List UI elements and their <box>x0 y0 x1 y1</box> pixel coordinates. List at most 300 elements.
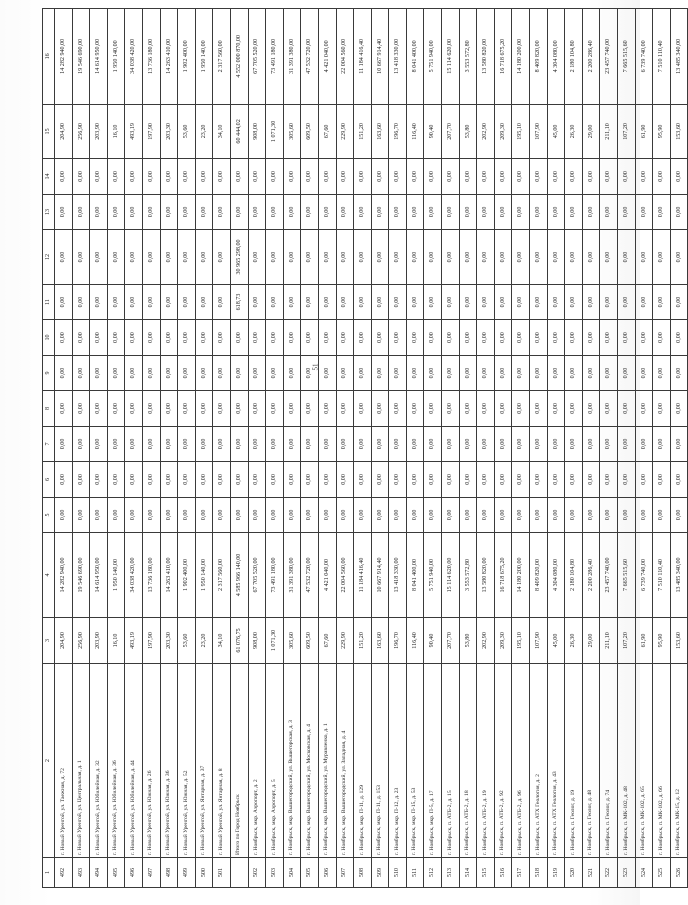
table-cell: 0,00 <box>565 391 583 426</box>
table-cell: 0,00 <box>178 230 196 285</box>
table-cell: 0,00 <box>512 194 530 229</box>
table-cell: 0,00 <box>600 462 618 497</box>
table-cell: 520 <box>565 857 583 887</box>
address-cell: г. Ноябрьск, мкр. Вышегородский, ул. Муравленко, д. 1 <box>318 664 336 858</box>
table-cell: 0,00 <box>406 320 424 355</box>
table-cell: 53,80 <box>459 617 477 663</box>
table-cell: 0,00 <box>195 320 213 355</box>
column-header: 2 <box>43 664 55 858</box>
table-cell: 0,00 <box>55 159 73 194</box>
address-cell: г. Новый Уренгой, ул. Таежная, д. 72 <box>55 664 73 858</box>
table-cell: 0,00 <box>195 497 213 532</box>
table-cell: 0,00 <box>213 159 231 194</box>
address-cell: г. Ноябрьск, мкр. П-12, д. 23 <box>389 664 407 858</box>
table-cell: 0,00 <box>389 284 407 319</box>
table-cell: 0,00 <box>477 320 495 355</box>
column-header: 15 <box>43 104 55 159</box>
table-row <box>336 9 354 888</box>
table-cell: 202,90 <box>477 104 495 159</box>
table-cell: 0,00 <box>442 426 460 461</box>
table-cell: 0,00 <box>424 391 442 426</box>
table-cell: 0,00 <box>354 497 372 532</box>
table-cell: 0,00 <box>72 355 90 390</box>
table-cell: 0,00 <box>635 194 653 229</box>
address-cell: г. Ноябрьск, п. МК-102, д. 65 <box>635 664 653 858</box>
table-row <box>670 9 688 888</box>
table-cell: 0,00 <box>125 462 143 497</box>
table-cell: 0,00 <box>107 391 125 426</box>
table-cell: 0,00 <box>213 355 231 390</box>
table-cell: 26,30 <box>565 104 583 159</box>
table-cell: 513 <box>442 857 460 887</box>
table-cell: 0,00 <box>442 391 460 426</box>
table-cell: 47 532 720,00 <box>301 533 319 618</box>
table-cell: 0,00 <box>125 194 143 229</box>
table-cell: 0,00 <box>477 497 495 532</box>
address-cell: г. Ноябрьск, п. МК-15, д. 12 <box>670 664 688 858</box>
table-cell: 305,60 <box>283 617 301 663</box>
table-cell: 0,00 <box>283 320 301 355</box>
table-cell: 0,00 <box>424 355 442 390</box>
table-cell: 4 585 966 140,00 <box>230 533 248 618</box>
table-cell: 3 553 572,80 <box>459 9 477 105</box>
rotated-table-wrapper <box>42 8 682 888</box>
table-cell: 31 391 380,00 <box>283 9 301 105</box>
table-cell: 0,00 <box>248 497 266 532</box>
table-cell: 0,00 <box>670 497 688 532</box>
data-table <box>42 8 688 888</box>
table-cell: 14 180 200,00 <box>512 533 530 618</box>
table-cell: 4 304 080,00 <box>547 9 565 105</box>
table-cell: 26,30 <box>565 617 583 663</box>
table-cell: 0,00 <box>512 230 530 285</box>
table-row <box>142 9 160 888</box>
table-cell: 23 457 740,00 <box>600 9 618 105</box>
table-cell: 8 041 400,00 <box>406 533 424 618</box>
table-cell: 16 718 675,20 <box>494 533 512 618</box>
table-cell: 517 <box>512 857 530 887</box>
table-cell: 512 <box>424 857 442 887</box>
table-cell: 0,00 <box>213 320 231 355</box>
address-cell: г. Ноябрьск, мкр. Аэропорт, д. 2 <box>248 664 266 858</box>
table-row <box>371 9 389 888</box>
table-cell: 0,00 <box>512 355 530 390</box>
table-cell: 0,00 <box>107 355 125 390</box>
table-cell: 0,00 <box>406 230 424 285</box>
table-cell: 0,00 <box>582 355 600 390</box>
table-cell: 0,00 <box>195 391 213 426</box>
table-cell: 0,00 <box>354 230 372 285</box>
table-cell: 204,90 <box>55 104 73 159</box>
table-cell: 0,00 <box>389 230 407 285</box>
table-cell: 511 <box>406 857 424 887</box>
table-cell: 0,00 <box>600 497 618 532</box>
table-cell: 0,00 <box>635 426 653 461</box>
table-cell: 0,00 <box>530 355 548 390</box>
table-cell: 0,00 <box>248 320 266 355</box>
table-cell: 4 304 080,00 <box>547 533 565 618</box>
table-cell: 0,00 <box>477 230 495 285</box>
table-cell: 0,00 <box>301 230 319 285</box>
table-cell: 0,00 <box>547 497 565 532</box>
table-cell: 61,90 <box>635 104 653 159</box>
table-cell: 0,00 <box>530 194 548 229</box>
table-cell: 47 532 720,00 <box>301 9 319 105</box>
table-cell: 0,00 <box>442 355 460 390</box>
table-cell: 0,00 <box>230 391 248 426</box>
table-cell: 229,90 <box>336 104 354 159</box>
table-cell: 0,00 <box>301 159 319 194</box>
table-cell: 0,00 <box>125 230 143 285</box>
table-cell: 0,00 <box>371 355 389 390</box>
table-cell: 0,00 <box>266 284 284 319</box>
table-cell: 1 950 140,00 <box>107 533 125 618</box>
table-cell: 0,00 <box>107 497 125 532</box>
table-cell: 504 <box>283 857 301 887</box>
table-cell: 0,00 <box>160 355 178 390</box>
table-cell: 0,00 <box>354 194 372 229</box>
table-cell: 0,00 <box>442 462 460 497</box>
table-cell: 14 180 200,00 <box>512 9 530 105</box>
table-cell: 0,00 <box>618 497 636 532</box>
table-cell: 0,00 <box>336 284 354 319</box>
table-cell: 0,00 <box>266 462 284 497</box>
table-cell: 0,00 <box>55 391 73 426</box>
table-cell: 524 <box>635 857 653 887</box>
table-cell: 523 <box>618 857 636 887</box>
table-row <box>90 9 108 888</box>
table-cell: 0,00 <box>494 284 512 319</box>
table-cell: 0,00 <box>459 462 477 497</box>
table-cell: 0,00 <box>160 320 178 355</box>
table-cell: 203,90 <box>90 617 108 663</box>
table-cell: 516 <box>494 857 512 887</box>
table-cell: 0,00 <box>618 284 636 319</box>
table-cell: 0,00 <box>512 391 530 426</box>
table-cell: 0,00 <box>477 391 495 426</box>
table-cell: 0,00 <box>107 284 125 319</box>
address-cell: г. Ноябрьск, мкр. П-11, д. 153 <box>371 664 389 858</box>
table-cell: 0,00 <box>582 497 600 532</box>
table-cell: 0,00 <box>301 497 319 532</box>
table-cell: 0,00 <box>213 284 231 319</box>
table-cell: 34 038 420,00 <box>125 9 143 105</box>
table-cell: 0,00 <box>494 194 512 229</box>
column-header: 5 <box>43 497 55 532</box>
table-cell: 0,00 <box>670 194 688 229</box>
column-header: 1 <box>43 857 55 887</box>
address-cell: г. Ноябрьск, п. Геолог, д. 74 <box>600 664 618 858</box>
table-cell: 0,00 <box>283 230 301 285</box>
table-cell: 0,00 <box>248 426 266 461</box>
column-header: 11 <box>43 284 55 319</box>
table-cell: 0,00 <box>371 230 389 285</box>
table-cell: 0,00 <box>406 391 424 426</box>
column-header: 9 <box>43 355 55 390</box>
table-cell: 0,00 <box>318 391 336 426</box>
table-cell: 526 <box>670 857 688 887</box>
table-cell: 0,00 <box>336 391 354 426</box>
table-cell: 496 <box>125 857 143 887</box>
table-cell: 495 <box>107 857 125 887</box>
table-cell: 10 667 914,40 <box>371 533 389 618</box>
address-cell: г. Новый Уренгой, ул. Янтарная, д. 37 <box>195 664 213 858</box>
table-cell: 0,00 <box>600 320 618 355</box>
table-cell: 14 282 940,00 <box>55 9 73 105</box>
table-cell: 0,00 <box>406 497 424 532</box>
table-cell: 609,50 <box>301 104 319 159</box>
column-header: 10 <box>43 320 55 355</box>
table-cell: 2 200 286,40 <box>582 9 600 105</box>
table-cell: 13 418 330,00 <box>389 9 407 105</box>
table-cell: 0,00 <box>318 426 336 461</box>
table-cell: 0,00 <box>142 320 160 355</box>
table-cell: 0,00 <box>406 426 424 461</box>
address-cell: г. Ноябрьск, п. АТБ-2, д. 19 <box>477 664 495 858</box>
table-cell: 493,19 <box>125 104 143 159</box>
table-cell: 23,20 <box>195 104 213 159</box>
table-cell: 53,60 <box>178 104 196 159</box>
table-cell: 0,00 <box>336 159 354 194</box>
table-cell: 0,00 <box>213 194 231 229</box>
table-cell: 0,00 <box>389 497 407 532</box>
table-cell: 0,00 <box>406 355 424 390</box>
table-cell: 0,00 <box>600 426 618 461</box>
table-cell: 0,00 <box>90 159 108 194</box>
table-row <box>107 9 125 888</box>
table-cell: 0,00 <box>547 320 565 355</box>
table-cell: 0,00 <box>55 355 73 390</box>
table-cell: 202,90 <box>477 617 495 663</box>
table-cell: 8 409 820,00 <box>530 533 548 618</box>
table-cell: 0,00 <box>477 194 495 229</box>
table-cell: 0,00 <box>354 355 372 390</box>
table-cell: 7 510 110,40 <box>653 533 671 618</box>
table-cell: 0,00 <box>424 497 442 532</box>
table-cell: 0,00 <box>142 391 160 426</box>
table-cell: 0,00 <box>142 284 160 319</box>
table-cell: 0,00 <box>670 426 688 461</box>
table-cell: 618,73 <box>230 284 248 319</box>
table-cell: 95,90 <box>653 617 671 663</box>
table-cell: 0,00 <box>389 355 407 390</box>
table-row <box>424 9 442 888</box>
table-cell: 0,00 <box>670 230 688 285</box>
table-cell: 2 200 286,40 <box>582 533 600 618</box>
table-cell: 501 <box>213 857 231 887</box>
table-cell: 0,00 <box>635 320 653 355</box>
table-row <box>653 9 671 888</box>
table-cell: 0,00 <box>266 426 284 461</box>
table-cell: 7 665 515,60 <box>618 533 636 618</box>
table-cell: 211,10 <box>600 617 618 663</box>
address-cell: г. Ноябрьск, п. АТБ-2, д. 92 <box>494 664 512 858</box>
table-cell: 0,00 <box>125 426 143 461</box>
table-cell: 493,19 <box>125 617 143 663</box>
table-cell: 116,40 <box>406 104 424 159</box>
table-cell: 0,00 <box>582 426 600 461</box>
table-total-row <box>230 9 248 888</box>
address-cell: г. Ноябрьск, мкр. Вышегородский, ул. Московская, д. 4 <box>301 664 319 858</box>
table-cell: 0,00 <box>142 230 160 285</box>
table-cell: 0,00 <box>230 355 248 390</box>
table-cell: 0,00 <box>107 462 125 497</box>
table-cell: 0,00 <box>565 426 583 461</box>
table-cell: 0,00 <box>301 320 319 355</box>
table-cell: 0,00 <box>142 462 160 497</box>
table-cell: 0,00 <box>670 462 688 497</box>
table-cell: 0,00 <box>494 355 512 390</box>
table-cell: 0,00 <box>653 159 671 194</box>
table-cell: 203,90 <box>90 104 108 159</box>
table-cell: 207,70 <box>442 617 460 663</box>
table-cell: 29,00 <box>582 617 600 663</box>
table-cell: 13 736 180,00 <box>142 533 160 618</box>
table-cell: 0,00 <box>494 391 512 426</box>
table-cell: 23 457 740,00 <box>600 533 618 618</box>
address-cell: г. Новый Уренгой, ул. Юбилейная, д. 36 <box>107 664 125 858</box>
table-cell: 0,00 <box>283 391 301 426</box>
table-cell: 0,00 <box>72 284 90 319</box>
address-cell: г. Ноябрьск, мкр. Вышегородский, ул. Западная, д. 4 <box>336 664 354 858</box>
table-cell: 0,00 <box>178 426 196 461</box>
table-cell: 0,00 <box>283 497 301 532</box>
table-cell: 73 491 180,00 <box>266 533 284 618</box>
table-cell: 19 546 690,00 <box>72 9 90 105</box>
table-cell: 0,00 <box>600 391 618 426</box>
column-header: 7 <box>43 426 55 461</box>
table-cell: 0,00 <box>160 391 178 426</box>
table-cell: 16 718 675,20 <box>494 9 512 105</box>
table-cell: 0,00 <box>371 462 389 497</box>
table-cell: 0,00 <box>530 426 548 461</box>
table-cell: 0,00 <box>230 426 248 461</box>
table-cell: 13 418 330,00 <box>389 533 407 618</box>
table-cell: 0,00 <box>266 355 284 390</box>
table-cell: 34 038 420,00 <box>125 533 143 618</box>
table-header-row <box>43 9 55 888</box>
table-cell: 522 <box>600 857 618 887</box>
table-cell: 0,00 <box>90 391 108 426</box>
table-cell: 510 <box>389 857 407 887</box>
table-cell: 61,90 <box>635 617 653 663</box>
table-cell: 0,00 <box>266 194 284 229</box>
table-row <box>512 9 530 888</box>
table-cell: 0,00 <box>178 391 196 426</box>
table-cell: 14 263 410,00 <box>160 9 178 105</box>
table-cell: 0,00 <box>512 497 530 532</box>
table-cell: 0,00 <box>318 355 336 390</box>
table-cell: 0,00 <box>371 284 389 319</box>
table-body <box>55 9 688 888</box>
address-cell: г. Ноябрьск, п. АТХ Геология, д. 43 <box>547 664 565 858</box>
table-cell: 0,00 <box>283 284 301 319</box>
table-cell: 0,00 <box>72 230 90 285</box>
table-row <box>547 9 565 888</box>
table-cell: 0,00 <box>494 426 512 461</box>
table-cell: 53,80 <box>459 104 477 159</box>
table-cell: 499 <box>178 857 196 887</box>
table-cell: 0,00 <box>582 462 600 497</box>
table-cell: 0,00 <box>635 462 653 497</box>
table-row <box>283 9 301 888</box>
table-cell: 0,00 <box>512 159 530 194</box>
table-cell: 153,60 <box>670 617 688 663</box>
table-cell: 0,00 <box>424 320 442 355</box>
table-cell: 0,00 <box>459 159 477 194</box>
table-cell: 0,00 <box>90 194 108 229</box>
table-cell: 0,00 <box>442 320 460 355</box>
table-cell: 0,00 <box>301 462 319 497</box>
table-cell: 0,00 <box>142 355 160 390</box>
table-cell: 15 114 620,00 <box>442 9 460 105</box>
table-cell: 0,00 <box>582 230 600 285</box>
column-header: 13 <box>43 194 55 229</box>
table-cell: 0,00 <box>618 426 636 461</box>
table-cell: 0,00 <box>618 194 636 229</box>
table-cell: 0,00 <box>600 230 618 285</box>
table-cell: 0,00 <box>459 284 477 319</box>
table-row <box>55 9 73 888</box>
table-row <box>406 9 424 888</box>
table-cell: 0,00 <box>494 320 512 355</box>
table-cell: 0,00 <box>406 159 424 194</box>
table-cell: 0,00 <box>125 320 143 355</box>
table-cell: 0,00 <box>371 159 389 194</box>
table-cell: 0,00 <box>336 194 354 229</box>
table-cell: 195,10 <box>512 617 530 663</box>
table-cell: 0,00 <box>107 320 125 355</box>
address-cell: г. Ноябрьск, мкр. П-11, д. 129 <box>354 664 372 858</box>
table-row <box>459 9 477 888</box>
table-row <box>494 9 512 888</box>
table-cell: 492 <box>55 857 73 887</box>
table-cell: 0,00 <box>90 497 108 532</box>
table-cell: 0,00 <box>477 426 495 461</box>
table-row <box>389 9 407 888</box>
table-cell: 0,00 <box>178 320 196 355</box>
column-header: 14 <box>43 159 55 194</box>
table-cell: 0,00 <box>653 462 671 497</box>
table-cell: 0,00 <box>459 497 477 532</box>
table-cell: 0,00 <box>283 426 301 461</box>
table-row <box>213 9 231 888</box>
table-cell: 0,00 <box>653 230 671 285</box>
address-cell: г. Ноябрьск, мкр. П-15, д. 53 <box>406 664 424 858</box>
table-row <box>248 9 266 888</box>
table-cell: 0,00 <box>125 159 143 194</box>
table-cell: 0,00 <box>530 320 548 355</box>
table-cell: 0,00 <box>248 284 266 319</box>
table-cell: 0,00 <box>371 194 389 229</box>
table-cell: 0,00 <box>213 497 231 532</box>
table-cell: 908,00 <box>248 617 266 663</box>
table-cell: 0,00 <box>318 462 336 497</box>
table-cell: 0,00 <box>160 194 178 229</box>
table-cell: 0,00 <box>283 194 301 229</box>
table-cell: 14 282 940,00 <box>55 533 73 618</box>
table-row <box>266 9 284 888</box>
address-cell: г. Новый Уренгой, ул. Южная, д. 26 <box>142 664 160 858</box>
table-cell: 0,00 <box>72 320 90 355</box>
table-cell: 0,00 <box>230 462 248 497</box>
table-cell: 0,00 <box>72 497 90 532</box>
table-cell: 0,00 <box>213 230 231 285</box>
table-row <box>442 9 460 888</box>
table-cell: 500 <box>195 857 213 887</box>
table-cell: 0,00 <box>371 391 389 426</box>
table-cell: 0,00 <box>389 391 407 426</box>
